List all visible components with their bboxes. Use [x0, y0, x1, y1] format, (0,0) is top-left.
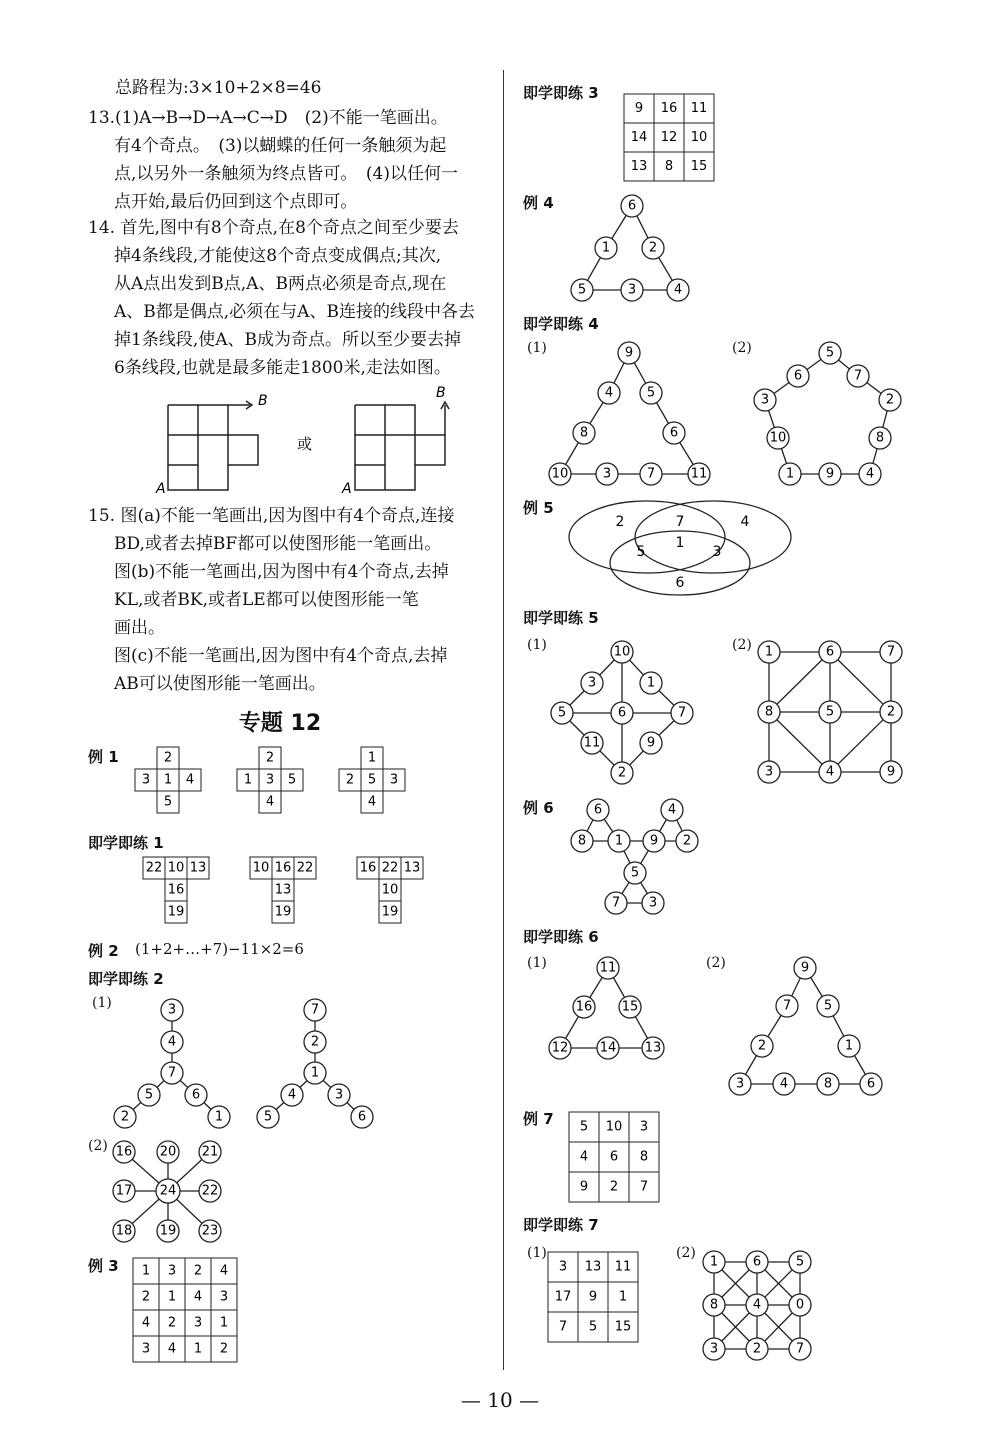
example-2-label: 例 2: [88, 942, 119, 960]
node-label: 4: [667, 802, 677, 818]
line-total-distance: 总路程为:3×10+2×8=46: [115, 78, 322, 98]
cell-value: 22: [296, 860, 314, 876]
node-label: 3: [602, 466, 612, 482]
cell-value: 7: [558, 1319, 568, 1335]
cell-value: 13: [584, 1259, 602, 1275]
node-label: 7: [886, 644, 896, 660]
edge-line: [769, 652, 830, 712]
answer-15-line: 15. 图(a)不能一笔画出,因为图中有4个奇点,连接: [88, 506, 455, 526]
practice-3-grid: [622, 92, 717, 184]
edge-line: [830, 652, 891, 712]
part-1-label: (1): [527, 955, 547, 971]
part-1-label: (1): [527, 637, 547, 653]
node-label: 3: [627, 282, 637, 298]
example-5-venn: [565, 495, 800, 600]
node-label: 6: [866, 1076, 876, 1092]
node-label: 2: [120, 1109, 130, 1125]
venn-value: 4: [740, 514, 750, 530]
node-label: 2: [752, 1341, 762, 1357]
cell-value: 1: [219, 1315, 229, 1331]
example-7-grid: [567, 1110, 662, 1205]
venn-ellipse: [569, 501, 725, 573]
topic-title: 专题 12: [238, 711, 322, 736]
node-label: 10: [551, 466, 569, 482]
answer-15-line: 图(b)不能一笔画出,因为图中有4个奇点,去掉: [114, 562, 449, 582]
node-label: 12: [551, 1040, 569, 1056]
cell-value: 13: [630, 159, 648, 174]
route-figure-a: [168, 401, 258, 490]
venn-value: 5: [636, 544, 646, 560]
node-label: 4: [167, 1034, 177, 1050]
node-label: 1: [709, 1254, 719, 1270]
answer-14-line: 14. 首先,图中有8个奇点,在8个奇点之间至少要去: [88, 218, 459, 238]
node-label: 5: [263, 1109, 273, 1125]
cell-value: 4: [579, 1149, 589, 1165]
cell-value: 11: [614, 1259, 632, 1275]
or-label: 或: [297, 435, 313, 453]
node-label: 4: [752, 1297, 762, 1313]
cell-value: 10: [167, 860, 185, 876]
node-label: 6: [191, 1087, 201, 1103]
node-label: 6: [593, 802, 603, 818]
node-label: 11: [583, 735, 601, 751]
label-A: A: [156, 481, 166, 497]
cell-value: 11: [690, 101, 708, 116]
answer-14-line: 掉4条线段,才能使这8个奇点变成偶点;其次,: [114, 246, 442, 266]
example-7-label: 例 7: [523, 1110, 554, 1128]
practice-4-figures: [540, 338, 920, 488]
node-label: 5: [557, 705, 567, 721]
label-B: B: [436, 385, 446, 401]
route-figure-b: [355, 402, 449, 490]
node-label: 1: [844, 1038, 854, 1054]
node-label: 4: [865, 466, 875, 482]
cell-value: 1: [367, 750, 377, 766]
cell-value: 2: [167, 1315, 177, 1331]
cell-value: 9: [634, 101, 644, 116]
answer-14-line: A、B都是偶点,必须在与A、B连接的线段中各去: [114, 302, 475, 322]
cell-value: 15: [614, 1319, 632, 1335]
route-figures: [150, 385, 480, 500]
node-label: 11: [690, 466, 708, 482]
node-label: 9: [825, 466, 835, 482]
node-label: 18: [115, 1223, 133, 1239]
node-label: 3: [587, 675, 597, 691]
example-3-grid: [130, 1255, 250, 1370]
node-label: 7: [677, 705, 687, 721]
node-label: 2: [757, 1038, 767, 1054]
cell-value: 2: [265, 750, 275, 766]
node-label: 5: [646, 385, 656, 401]
practice-1-label: 即学即练 1: [88, 834, 164, 852]
example-2-formula: (1+2+…+7)−11×2=6: [135, 940, 304, 958]
node-label: 4: [287, 1087, 297, 1103]
cell-value: 16: [359, 860, 377, 876]
node-label: 16: [115, 1144, 133, 1160]
cell-value: 5: [287, 772, 297, 788]
label-A: A: [342, 481, 352, 497]
practice-2-trees: [100, 990, 390, 1135]
practice-6-figures: [540, 950, 900, 1100]
node-label: 7: [782, 998, 792, 1014]
node-label: 2: [885, 392, 895, 408]
cell-value: 13: [403, 860, 421, 876]
cell-value: 1: [167, 1289, 177, 1305]
node-label: 3: [334, 1087, 344, 1103]
node-label: 3: [167, 1002, 177, 1018]
cell-value: 1: [618, 1289, 628, 1305]
node-label: 2: [648, 240, 658, 256]
cell-value: 1: [163, 772, 173, 788]
answer-13-line: 点,以另外一条触须为终点皆可。 (4)以任何一: [114, 164, 458, 184]
node-label: 5: [630, 865, 640, 881]
node-label: 19: [159, 1223, 177, 1239]
cell-value: 3: [265, 772, 275, 788]
edge-line: [830, 712, 891, 772]
node-label: 8: [577, 833, 587, 849]
answer-15: [88, 502, 493, 698]
node-label: 15: [621, 999, 639, 1015]
cell-value: 1: [193, 1341, 203, 1357]
node-label: 10: [613, 644, 631, 660]
node-label: 5: [144, 1087, 154, 1103]
node-label: 3: [764, 764, 774, 780]
cell-value: 3: [558, 1259, 568, 1275]
answer-13-line: 13.(1)A→B→D→A→C→D (2)不能一笔画出。: [88, 108, 448, 128]
node-label: 20: [159, 1144, 177, 1160]
venn-value: 7: [675, 514, 685, 530]
node-label: 9: [800, 960, 810, 976]
cell-value: 19: [167, 904, 185, 920]
example-5-label: 例 5: [523, 499, 554, 517]
answer-13-line: 点开始,最后仍回到这个点即可。: [114, 192, 358, 212]
node-label: 3: [648, 895, 658, 911]
practice-5-figures: [540, 635, 920, 790]
practice-4-label: 即学即练 4: [523, 315, 599, 333]
node-label: 21: [201, 1144, 219, 1160]
practice-6-label: 即学即练 6: [523, 928, 599, 946]
node-label: 6: [357, 1109, 367, 1125]
node-label: 6: [669, 425, 679, 441]
answer-15-line: KL,或者BK,或者LE都可以使图形能一笔: [114, 590, 419, 610]
node-label: 16: [575, 999, 593, 1015]
cell-value: 16: [167, 882, 185, 898]
cell-value: 2: [219, 1341, 229, 1357]
example-1-label: 例 1: [88, 748, 119, 766]
node-label: 11: [599, 960, 617, 976]
cell-value: 10: [690, 130, 708, 145]
cell-value: 13: [274, 882, 292, 898]
node-label: 9: [646, 735, 656, 751]
cell-value: 4: [141, 1315, 151, 1331]
node-label: 7: [853, 368, 863, 384]
cell-value: 13: [189, 860, 207, 876]
venn-value: 1: [675, 535, 685, 551]
node-label: 4: [779, 1076, 789, 1092]
node-label: 4: [825, 764, 835, 780]
cell-value: 3: [389, 772, 399, 788]
cell-value: 10: [252, 860, 270, 876]
node-label: 17: [115, 1183, 133, 1199]
cell-value: 15: [690, 159, 708, 174]
answer-15-line: BD,或者去掉BF都可以使图形能一笔画出。: [114, 534, 442, 554]
cell-value: 3: [639, 1119, 649, 1135]
cell-value: 10: [605, 1119, 623, 1135]
cell-value: 5: [579, 1119, 589, 1135]
node-label: 5: [577, 282, 587, 298]
node-label: 2: [617, 765, 627, 781]
cell-value: 3: [167, 1263, 177, 1279]
column-divider: [503, 70, 504, 1370]
cell-value: 2: [141, 1289, 151, 1305]
part-1-label: (1): [92, 995, 112, 1011]
practice-7-grid: [546, 1250, 641, 1345]
cell-value: 4: [185, 772, 195, 788]
node-label: 23: [201, 1223, 219, 1239]
example-6-figure: [565, 795, 715, 920]
venn-ellipse: [635, 501, 791, 573]
example-4-triangle: [560, 190, 700, 305]
venn-value: 3: [712, 544, 722, 560]
example-1-crosses: [130, 745, 420, 825]
cell-value: 22: [145, 860, 163, 876]
practice-3-label: 即学即练 3: [523, 84, 599, 102]
example-4-label: 例 4: [523, 194, 554, 212]
node-label: 5: [825, 345, 835, 361]
node-label: 5: [823, 998, 833, 1014]
node-label: 5: [825, 704, 835, 720]
venn-value: 6: [675, 575, 685, 591]
node-label: 1: [764, 644, 774, 660]
node-label: 5: [795, 1254, 805, 1270]
node-label: 8: [709, 1297, 719, 1313]
node-label: 2: [682, 833, 692, 849]
node-label: 7: [611, 895, 621, 911]
cell-value: 22: [381, 860, 399, 876]
part-1-label: (1): [527, 1245, 547, 1261]
label-B: B: [258, 393, 268, 409]
node-label: 3: [709, 1341, 719, 1357]
part-2-label: (2): [88, 1138, 108, 1154]
cell-value: 4: [219, 1263, 229, 1279]
node-label: 2: [886, 704, 896, 720]
node-label: 7: [646, 466, 656, 482]
node-label: 2: [310, 1034, 320, 1050]
edge-line: [769, 712, 830, 772]
node-label: 3: [760, 392, 770, 408]
node-label: 1: [601, 240, 611, 256]
cell-value: 4: [265, 794, 275, 810]
node-label: 0: [795, 1297, 805, 1313]
cell-value: 7: [639, 1179, 649, 1195]
answer-15-line: AB可以使图形能一笔画出。: [114, 674, 326, 694]
node-label: 4: [673, 282, 683, 298]
node-label: 6: [825, 644, 835, 660]
cell-value: 3: [141, 1341, 151, 1357]
answer-14-line: 6条线段,也就是最多能走1800米,走法如图。: [114, 358, 451, 378]
example-6-label: 例 6: [523, 799, 554, 817]
cell-value: 19: [381, 904, 399, 920]
cell-value: 2: [193, 1263, 203, 1279]
part-2-label: (2): [676, 1245, 696, 1261]
node-label: 8: [764, 704, 774, 720]
node-label: 8: [823, 1076, 833, 1092]
node-label: 1: [310, 1065, 320, 1081]
node-label: 1: [646, 675, 656, 691]
node-label: 1: [214, 1109, 224, 1125]
node-label: 10: [769, 430, 787, 446]
node-label: 24: [159, 1183, 177, 1199]
node-label: 6: [617, 705, 627, 721]
cell-value: 8: [664, 159, 674, 174]
cell-value: 5: [367, 772, 377, 788]
cell-value: 4: [167, 1341, 177, 1357]
node-label: 1: [614, 833, 624, 849]
node-label: 9: [624, 345, 634, 361]
node-label: 6: [793, 368, 803, 384]
answer-14-line: 掉1条线段,使A、B成为奇点。所以至少要去掉: [114, 330, 461, 350]
node-label: 7: [795, 1341, 805, 1357]
cell-value: 3: [193, 1315, 203, 1331]
page-number: — 10 —: [460, 1388, 540, 1412]
cell-value: 10: [381, 882, 399, 898]
cell-value: 4: [193, 1289, 203, 1305]
example-3-label: 例 3: [88, 1257, 119, 1275]
node-label: 9: [886, 764, 896, 780]
answer-13-line: 有4个奇点。 (3)以蝴蝶的任何一条触须为起: [114, 136, 447, 156]
cell-value: 2: [163, 750, 173, 766]
cell-value: 16: [660, 101, 678, 116]
node-label: 6: [627, 198, 637, 214]
node-label: 7: [310, 1002, 320, 1018]
node-label: 9: [649, 833, 659, 849]
venn-value: 2: [615, 514, 625, 530]
node-label: 1: [785, 466, 795, 482]
cell-value: 6: [609, 1149, 619, 1165]
answer-15-line: 图(c)不能一笔画出,因为图中有4个奇点,去掉: [114, 646, 448, 666]
cell-value: 12: [660, 130, 678, 145]
node-label: 3: [735, 1076, 745, 1092]
cell-value: 3: [219, 1289, 229, 1305]
node-label: 13: [644, 1040, 662, 1056]
cell-value: 1: [141, 1263, 151, 1279]
cell-value: 8: [639, 1149, 649, 1165]
cell-value: 5: [588, 1319, 598, 1335]
practice-2-label: 即学即练 2: [88, 970, 164, 988]
part-1-label: (1): [527, 340, 547, 356]
practice-7-graph: [690, 1245, 830, 1385]
part-2-label: (2): [706, 955, 726, 971]
cell-value: 5: [163, 794, 173, 810]
cell-value: 19: [274, 904, 292, 920]
answer-15-line: 画出。: [114, 618, 165, 638]
answer-13: [88, 104, 493, 216]
part-2-label: (2): [732, 637, 752, 653]
cell-value: 16: [274, 860, 292, 876]
practice-2-star: [105, 1135, 235, 1250]
node-label: 7: [167, 1065, 177, 1081]
practice-7-label: 即学即练 7: [523, 1216, 599, 1234]
cell-value: 3: [141, 772, 151, 788]
cell-value: 4: [367, 794, 377, 810]
practice-1-grids: [140, 855, 440, 935]
node-label: 14: [599, 1040, 617, 1056]
node-label: 8: [579, 425, 589, 441]
cell-value: 1: [243, 772, 253, 788]
cell-value: 2: [345, 772, 355, 788]
cell-value: 9: [588, 1289, 598, 1305]
cell-value: 2: [609, 1179, 619, 1195]
cell-value: 14: [630, 130, 648, 145]
cell-value: 17: [554, 1289, 572, 1305]
cell-value: 9: [579, 1179, 589, 1195]
node-label: 22: [201, 1183, 219, 1199]
node-label: 8: [875, 430, 885, 446]
part-2-label: (2): [732, 340, 752, 356]
answer-14-line: 从A点出发到B点,A、B两点必须是奇点,现在: [114, 274, 447, 294]
node-label: 4: [604, 385, 614, 401]
practice-5-label: 即学即练 5: [523, 609, 599, 627]
answer-14: [88, 214, 493, 382]
node-label: 6: [752, 1254, 762, 1270]
